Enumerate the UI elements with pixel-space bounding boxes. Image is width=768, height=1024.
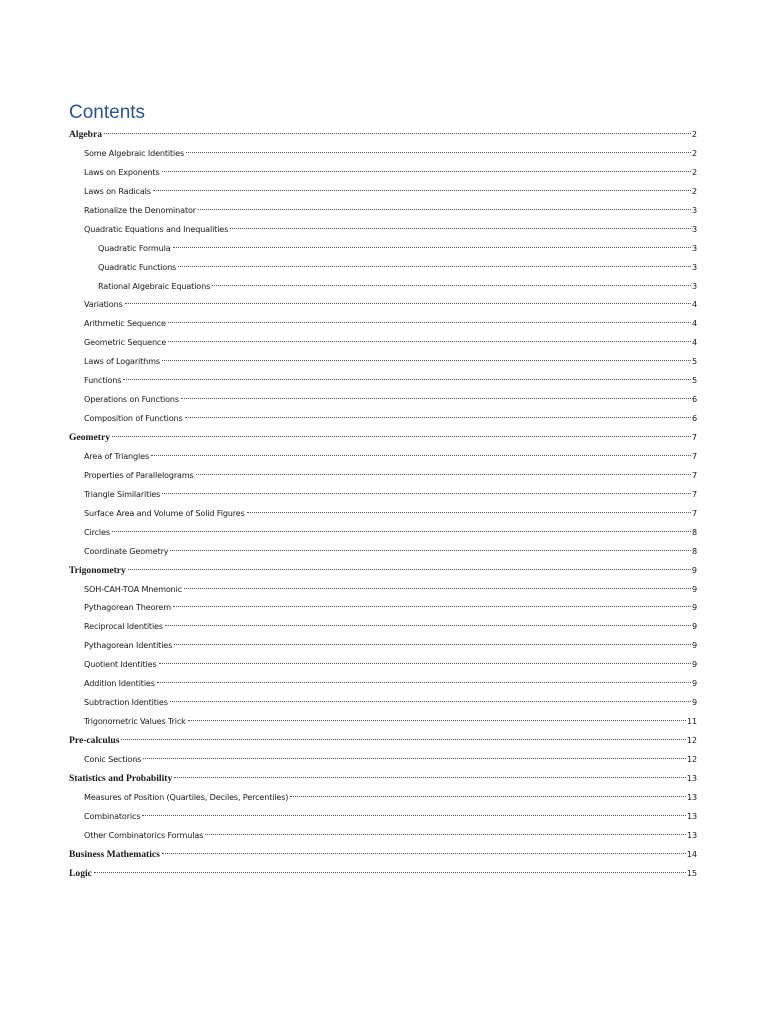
toc-page-number: 4: [692, 318, 697, 329]
toc-page-number: 3: [692, 261, 697, 272]
toc-entry-label: Trigonometry: [69, 564, 126, 576]
toc-entry-label: Subtraction Identities: [84, 697, 168, 708]
toc-page-number: 8: [692, 545, 697, 556]
dot-leader: [173, 247, 691, 248]
toc-page-number: 3: [692, 204, 697, 215]
toc-subsection-entry[interactable]: [84, 635, 697, 654]
toc-section-entry[interactable]: [69, 124, 697, 143]
toc-subsection-entry[interactable]: [84, 408, 697, 427]
toc-entry-label: Rational Algebraic Equations: [98, 280, 211, 291]
toc-page-number: 5: [692, 375, 697, 386]
toc-subsection-entry[interactable]: [84, 313, 697, 332]
toc-subsection-entry[interactable]: [84, 143, 697, 162]
toc-entry-label: Laws on Radicals: [84, 185, 151, 196]
toc-list: [0, 124, 768, 882]
toc-subsection-entry[interactable]: [84, 711, 697, 730]
toc-entry-label: Combinatorics: [84, 810, 141, 821]
dot-leader: [162, 493, 691, 494]
toc-page-number: 4: [692, 337, 697, 348]
toc-page-number: 12: [686, 735, 697, 745]
dot-leader: [186, 152, 691, 153]
dot-leader: [162, 171, 691, 172]
toc-page-number: 9: [691, 564, 697, 575]
toc-entry-label: Quadratic Formula: [98, 242, 171, 253]
toc-subsection-entry[interactable]: [84, 351, 697, 370]
toc-subsection-entry[interactable]: [98, 257, 697, 276]
dot-leader: [153, 190, 691, 191]
dot-leader: [181, 398, 691, 399]
toc-page-number: 9: [692, 640, 697, 651]
toc-subsection-entry[interactable]: [84, 673, 697, 692]
dot-leader: [142, 815, 686, 816]
toc-subsection-entry[interactable]: [84, 825, 697, 844]
toc-subsection-entry[interactable]: [84, 616, 697, 635]
dot-leader: [188, 720, 686, 721]
dot-leader: [125, 303, 691, 304]
toc-entry-label: Laws of Logarithms: [84, 356, 160, 367]
dot-leader: [230, 228, 691, 229]
toc-subsection-entry[interactable]: [84, 597, 697, 616]
toc-section-entry[interactable]: [69, 844, 697, 863]
toc-page-number: 3: [692, 280, 697, 291]
toc-section-entry[interactable]: [69, 427, 697, 446]
toc-page-number: 9: [692, 659, 697, 670]
toc-subsection-entry[interactable]: [84, 787, 697, 806]
toc-entry-label: Properties of Parallelograms: [84, 469, 194, 480]
toc-entry-label: Operations on Functions: [84, 394, 179, 405]
toc-subsection-entry[interactable]: [84, 294, 697, 313]
dot-leader: [205, 834, 686, 835]
toc-subsection-entry[interactable]: [84, 332, 697, 351]
toc-entry-label: Addition Identities: [84, 678, 155, 689]
toc-entry-label: Variations: [84, 299, 123, 310]
toc-subsection-entry[interactable]: [98, 276, 697, 295]
toc-page-number: 2: [692, 166, 697, 177]
toc-page-number: 13: [687, 810, 697, 821]
toc-subsection-entry[interactable]: [84, 162, 697, 181]
dot-leader: [121, 739, 685, 740]
toc-page-number: 3: [692, 223, 697, 234]
toc-page-number: 9: [692, 697, 697, 708]
toc-subsection-entry[interactable]: [84, 654, 697, 673]
toc-entry-label: Quadratic Equations and Inequalities: [84, 223, 229, 234]
toc-page-number: 5: [692, 356, 697, 367]
toc-page-number: 15: [686, 867, 697, 878]
toc-entry-label: Laws on Exponents: [84, 166, 160, 177]
dot-leader: [174, 777, 685, 778]
toc-entry-label: Triangle Similarities: [84, 488, 161, 499]
dot-leader: [94, 872, 686, 873]
toc-entry-label: Circles: [84, 526, 110, 537]
dot-leader: [112, 531, 691, 532]
toc-page-number: 8: [692, 526, 697, 537]
dot-leader: [143, 758, 686, 759]
toc-subsection-entry[interactable]: [84, 692, 697, 711]
dot-leader: [104, 133, 691, 134]
toc-entry-label: Area of Triangles: [84, 450, 150, 461]
toc-page-number: 7: [692, 469, 697, 480]
toc-section-entry[interactable]: [69, 560, 697, 579]
dot-leader: [173, 606, 691, 607]
dot-leader: [162, 853, 686, 854]
toc-entry-label: Business Mathematics: [69, 848, 160, 860]
toc-page-number: 6: [692, 413, 697, 424]
toc-entry-label: Other Combinatorics Formulas: [84, 829, 204, 840]
toc-subsection-entry[interactable]: [84, 181, 697, 200]
toc-entry-label: Geometry: [69, 432, 111, 443]
toc-entry-label: Algebra: [69, 129, 103, 140]
dot-leader: [198, 209, 691, 210]
toc-subsection-entry[interactable]: [84, 484, 697, 503]
dot-leader: [212, 285, 691, 286]
toc-page-number: 2: [692, 185, 697, 196]
toc-subsection-entry[interactable]: [84, 389, 697, 408]
toc-entry-label: Quotient Identities: [84, 659, 157, 670]
toc-entry-label: Trigonometric Values Trick: [84, 716, 186, 727]
toc-page-number: 7: [692, 488, 697, 499]
dot-leader: [157, 682, 691, 683]
toc-subsection-entry[interactable]: [84, 446, 697, 465]
dot-leader: [184, 588, 691, 589]
dot-leader: [159, 663, 691, 664]
toc-page-number: 9: [692, 602, 697, 613]
toc-subsection-entry[interactable]: [84, 465, 697, 484]
toc-entry-label: Statistics and Probability: [69, 772, 173, 784]
toc-page-number: 7: [691, 432, 697, 442]
toc-subsection-entry[interactable]: [84, 522, 697, 541]
toc-section-entry[interactable]: [69, 863, 697, 882]
toc-entry-label: Quadratic Functions: [98, 261, 177, 272]
toc-entry-label: Coordinate Geometry: [84, 545, 169, 556]
toc-page-number: 14: [686, 848, 697, 859]
toc-page-number: 11: [687, 716, 697, 727]
toc-entry-label: Arithmetic Sequence: [84, 318, 166, 329]
toc-entry-label: Some Algebraic Identities: [84, 147, 185, 158]
dot-leader: [128, 569, 691, 570]
toc-section-entry[interactable]: [69, 768, 697, 787]
toc-page-number: 12: [687, 753, 697, 764]
toc-page-number: 6: [692, 394, 697, 405]
dot-leader: [162, 360, 691, 361]
dot-leader: [165, 625, 691, 626]
toc-subsection-entry[interactable]: [84, 219, 697, 238]
toc-page-number: 13: [687, 829, 697, 840]
dot-leader: [290, 796, 686, 797]
toc-entry-label: Measures of Position (Quartiles, Deciles, Percentiles): [84, 791, 289, 802]
toc-page-number: 7: [692, 450, 697, 461]
dot-leader: [178, 266, 691, 267]
toc-entry-label: Rationalize the Denominator: [84, 204, 196, 215]
toc-entry-label: Logic: [69, 867, 92, 879]
toc-entry-label: Functions: [84, 375, 122, 386]
toc-page-number: 2: [692, 147, 697, 158]
toc-subsection-entry[interactable]: [84, 579, 697, 598]
toc-entry-label: Pythagorean Theorem: [84, 602, 171, 613]
toc-entry-label: Conic Sections: [84, 753, 142, 764]
toc-entry-label: Geometric Sequence: [84, 337, 167, 348]
toc-subsection-entry[interactable]: [84, 370, 697, 389]
toc-page-number: 7: [692, 507, 697, 518]
toc-page-number: 9: [692, 678, 697, 689]
toc-page-number: 9: [692, 583, 697, 594]
toc-page-number: 9: [692, 621, 697, 632]
toc-entry-label: Pythagorean Identities: [84, 640, 173, 651]
toc-subsection-entry[interactable]: [98, 238, 697, 257]
toc-subsection-entry[interactable]: [84, 503, 697, 522]
dot-leader: [247, 512, 691, 513]
toc-entry-label: Reciprocal Identities: [84, 621, 163, 632]
dot-leader: [168, 341, 691, 342]
toc-entry-label: Pre-calculus: [69, 735, 120, 746]
toc-page-number: 4: [692, 299, 697, 310]
toc-subsection-entry[interactable]: [84, 200, 697, 219]
toc-subsection-entry[interactable]: [84, 541, 697, 560]
toc-section-entry[interactable]: [69, 730, 697, 749]
dot-leader: [170, 550, 691, 551]
toc-page-number: 3: [692, 242, 697, 253]
dot-leader: [174, 644, 691, 645]
toc-entry-label: Composition of Functions: [84, 413, 183, 424]
toc-page-number: 2: [691, 129, 697, 139]
toc-heading: Contents: [69, 102, 146, 123]
toc-page-number: 13: [687, 791, 697, 802]
dot-leader: [168, 322, 691, 323]
toc-page-number: 13: [686, 772, 697, 783]
toc-subsection-entry[interactable]: [84, 749, 697, 768]
toc-entry-label: Surface Area and Volume of Solid Figures: [84, 507, 245, 518]
dot-leader: [151, 455, 691, 456]
dot-leader: [170, 701, 691, 702]
dot-leader: [196, 474, 691, 475]
dot-leader: [112, 436, 691, 437]
toc-subsection-entry[interactable]: [84, 806, 697, 825]
dot-leader: [123, 379, 691, 380]
toc-entry-label: SOH-CAH-TOA Mnemonic: [84, 583, 183, 594]
dot-leader: [185, 417, 691, 418]
